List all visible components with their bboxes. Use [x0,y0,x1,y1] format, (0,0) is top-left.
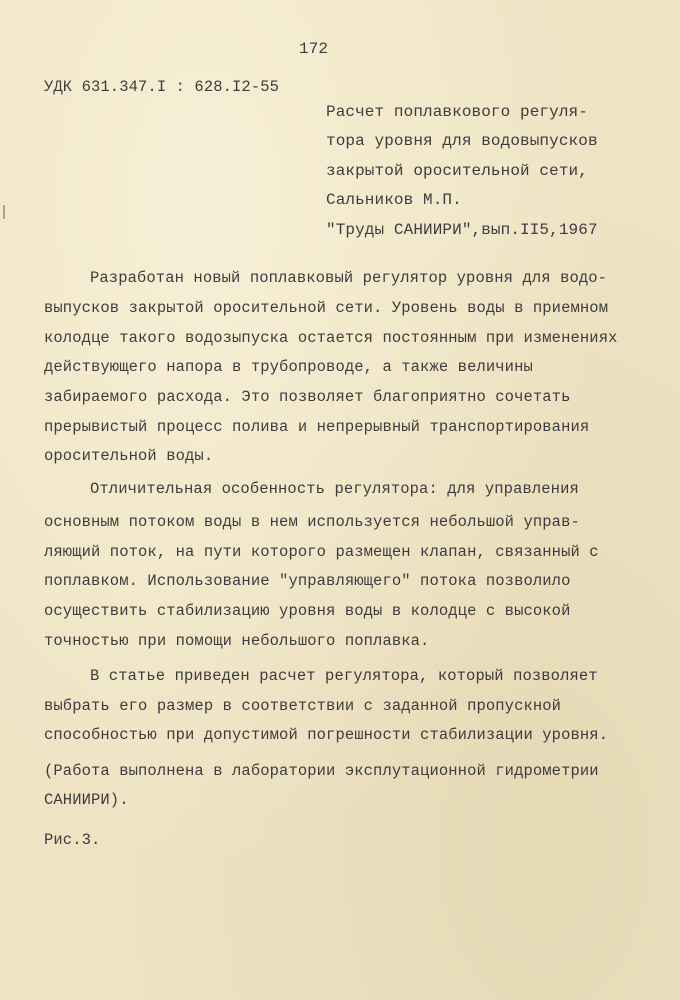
paragraph-line: основным потоком воды в нем используется небольшой управ- [44,513,580,531]
paragraph-line: (Работа выполнена в лаборатории эксплутационной гидрометрии [44,762,599,780]
paragraph-line: В статье приведен расчет регулятора, который позволяет [90,667,598,685]
paragraph-line: Разработан новый поплавковый регулятор уровня для водо- [90,269,608,287]
reference-line: закрытой оросительной сети, [326,162,588,180]
paragraph-line: забираемого расхода. Это позволяет благоприятно сочетать [44,388,571,406]
paragraph-line: выбрать его размер в соответствии с заданной пропускной [44,697,562,715]
paragraph-line: поплавком. Использование "управляющего" потока позволило [44,572,571,590]
paragraph-line: выпусков закрытой оросительной сети. Уровень воды в приемном [44,299,609,317]
paragraph-line: точностью при помощи небольшого поплавка. [44,632,430,650]
paragraph-line: Отличительная особенность регулятора: для управления [90,480,579,498]
paragraph-line: способностью при допустимой погрешности стабилизации уровня. [44,726,609,744]
paragraph-line: осуществить стабилизацию уровня воды в колодце с высокой [44,602,571,620]
margin-mark [3,205,5,219]
udk-code: УДК 631.347.I : 628.I2-55 [44,78,280,96]
reference-line: тора уровня для водовыпусков [326,132,598,150]
page-number: 172 [299,40,329,58]
figure-note: Рис.3. [44,831,101,849]
reference-line: Расчет поплавкового регуля- [326,103,588,121]
paragraph-line: действующего напора в трубопроводе, а также величины [44,358,533,376]
paragraph-line: оросительной воды. [44,447,214,465]
reference-line: Сальников М.П. [326,191,462,209]
paragraph-line: прерывистый процесс полива и непрерывный транспортирования [44,418,590,436]
reference-line: "Труды САНИИРИ",вып.II5,1967 [326,221,598,239]
paragraph-line: САНИИРИ). [44,791,129,809]
paragraph-line: ляющий поток, на пути которого размещен клапан, связанный с [44,543,599,561]
paragraph-line: колодце такого водозыпуска остается постоянным при изменениях [44,329,618,347]
